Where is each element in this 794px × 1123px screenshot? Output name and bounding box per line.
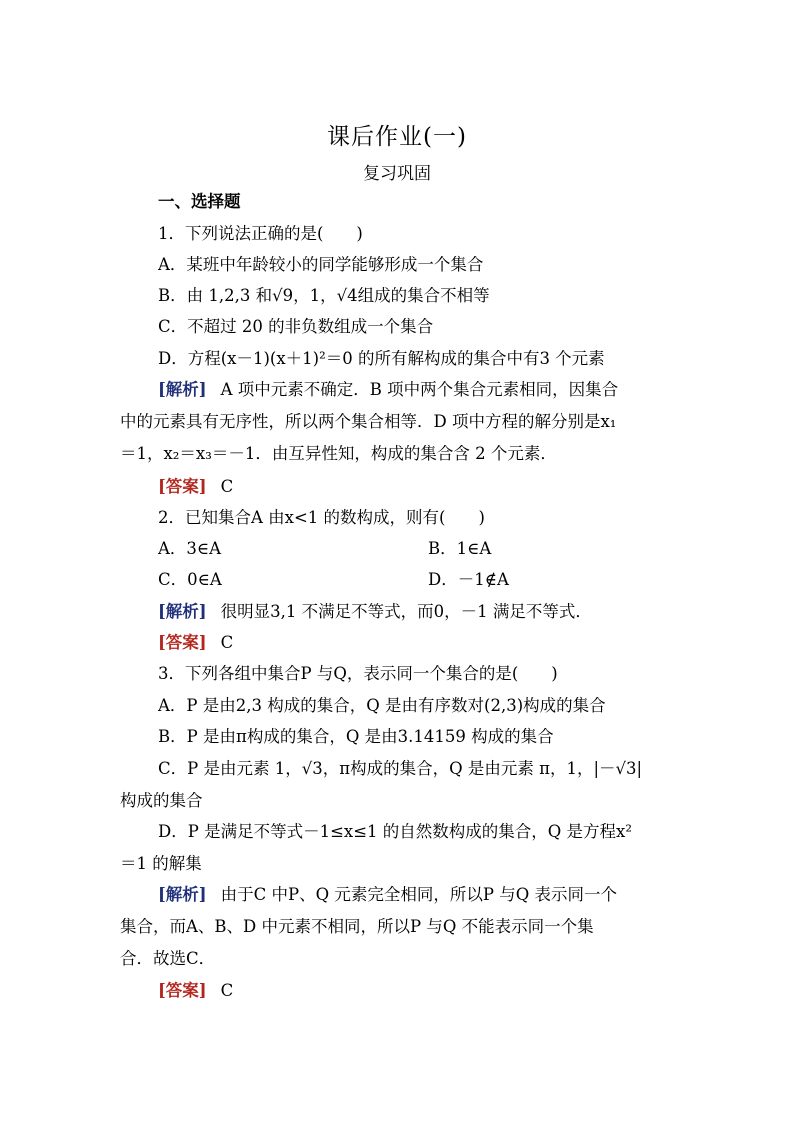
q1-analysis-line-1: [158, 379, 674, 401]
q1-option-b: [158, 285, 490, 307]
q3-analysis-line-2: 集合，而A、B、D 中元素不相同，所以P 与Q 不能表示同一个集: [120, 917, 594, 936]
q1-analysis-line-2: 中的元素具有无序性，所以两个集合相等．D 项中方程的解分别是x₁: [120, 412, 617, 431]
q1-option-a: A．某班中年龄较小的同学能够形成一个集合: [158, 255, 484, 274]
q3-analysis-line-3: 合．故选C．: [120, 949, 216, 968]
q3-option-c-mid: ，π构成的集合，Q 是由元素 π，1，|－: [322, 759, 616, 778]
answer-tag: [答案]: [158, 477, 207, 496]
q2-answer-value: C: [220, 633, 234, 652]
q1-analysis-text-1: A 项中元素不确定．B 项中两个集合元素相同，因集合: [220, 380, 619, 399]
analysis-tag: [解析]: [158, 380, 207, 399]
q3-stem: 3．下列各组中集合P 与Q，表示同一个集合的是( ): [158, 664, 558, 683]
q3-option-c-line-2: 构成的集合: [120, 791, 203, 810]
q3-option-a: A．P 是由2,3 构成的集合，Q 是由有序数对(2,3)构成的集合: [158, 696, 606, 715]
page-title: 课后作业(一): [327, 124, 467, 150]
q3-option-d-line-2: ＝1 的解集: [120, 854, 202, 873]
q1-option-c: C．不超过 20 的非负数组成一个集合: [158, 317, 434, 336]
q3-option-c-pre: C．P 是由元素 1，: [158, 759, 302, 778]
q1-option-b-root1: √9: [272, 286, 294, 305]
q3-analysis-line-1: [158, 884, 617, 906]
q3-answer: [158, 980, 233, 1002]
q1-answer-value: C: [220, 477, 234, 496]
page-subtitle: 复习巩固: [363, 164, 431, 184]
q2-option-b: B．1∈A: [428, 539, 492, 558]
q3-option-b: B．P 是由π构成的集合，Q 是由3.14159 构成的集合: [158, 727, 554, 746]
q2-analysis-text: 很明显3,1 不满足不等式，而0，－1 满足不等式．: [220, 602, 592, 621]
q3-option-c: [158, 758, 642, 780]
q2-option-d: D．－1∉A: [428, 570, 509, 589]
q3-analysis-text-1: 由于C 中P、Q 元素完全相同，所以P 与Q 表示同一个: [220, 885, 617, 904]
q3-answer-value: C: [220, 981, 234, 1000]
q2-option-a: A．3∈A: [158, 539, 222, 558]
q3-option-c-post: |: [636, 759, 643, 778]
q1-option-b-root2: √4: [336, 286, 358, 305]
answer-tag: [答案]: [158, 981, 207, 1000]
answer-tag: [答案]: [158, 633, 207, 652]
q1-option-b-post: 组成的集合不相等: [357, 286, 490, 305]
q3-option-d-line-1: D．P 是满足不等式－1≤x≤1 的自然数构成的集合，Q 是方程x²: [158, 822, 632, 841]
q2-stem: 2．已知集合A 由x<1 的数构成，则有( ): [158, 508, 485, 527]
q1-analysis-line-3: ＝1，x₂＝x₃＝－1．由互异性知，构成的集合含 2 个元素．: [120, 444, 557, 463]
q1-answer: [158, 476, 233, 498]
q1-option-b-pre: B．由 1,2,3 和: [158, 286, 273, 305]
q2-analysis: [158, 601, 592, 623]
q1-option-d: D．方程(x－1)(x＋1)²＝0 的所有解构成的集合中有3 个元素: [158, 349, 605, 368]
analysis-tag: [解析]: [158, 602, 207, 621]
analysis-tag: [解析]: [158, 885, 207, 904]
q3-option-c-root2: √3: [615, 759, 637, 778]
q3-option-c-root1: √3: [301, 759, 323, 778]
q1-option-b-mid: ，1，: [293, 286, 337, 305]
section-heading: 一、选择题: [158, 192, 241, 211]
q2-answer: [158, 632, 233, 654]
q2-option-c: C．0∈A: [158, 570, 222, 589]
q1-stem: 1．下列说法正确的是( ): [158, 224, 363, 243]
